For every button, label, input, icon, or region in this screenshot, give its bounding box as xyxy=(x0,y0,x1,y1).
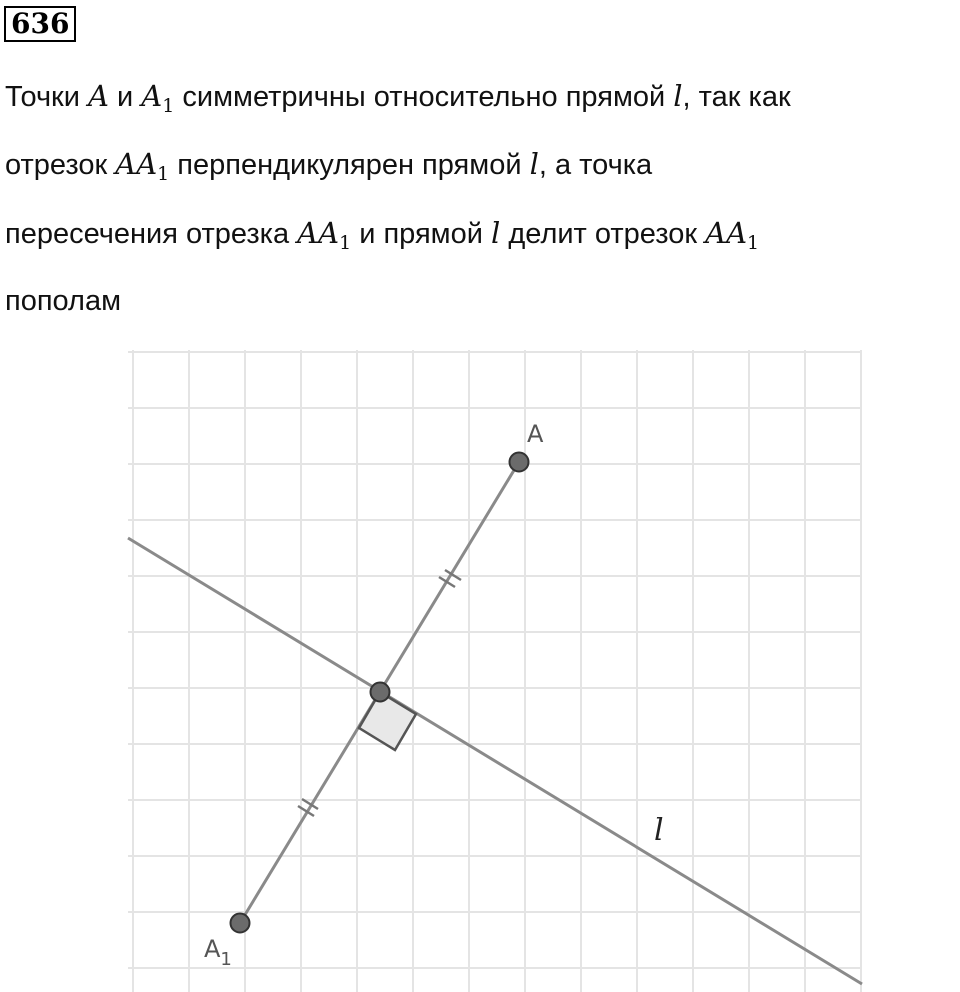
label-l: l xyxy=(654,813,664,848)
point-A xyxy=(510,453,529,472)
right-angle-mark xyxy=(359,692,416,750)
text-line-4: пополам xyxy=(5,285,122,317)
label-A: A xyxy=(527,420,544,448)
point-intersection xyxy=(371,683,390,702)
text-line-2: отрезок $AA_1$ перпендикулярен прямой l, а точка xyxy=(5,147,653,185)
geometry-figure xyxy=(0,340,960,992)
label-A1: $A_1$ xyxy=(204,935,232,970)
text-line-1: Точки A и $A_1$ симметричны относительно прямой l, так как xyxy=(5,79,791,117)
point-A1 xyxy=(231,914,250,933)
text-line-3: пересечения отрезка $AA_1$ и прямой l делит отрезок $AA_1$ xyxy=(5,216,760,254)
grid xyxy=(128,350,862,992)
problem-number: 636 xyxy=(4,6,76,42)
